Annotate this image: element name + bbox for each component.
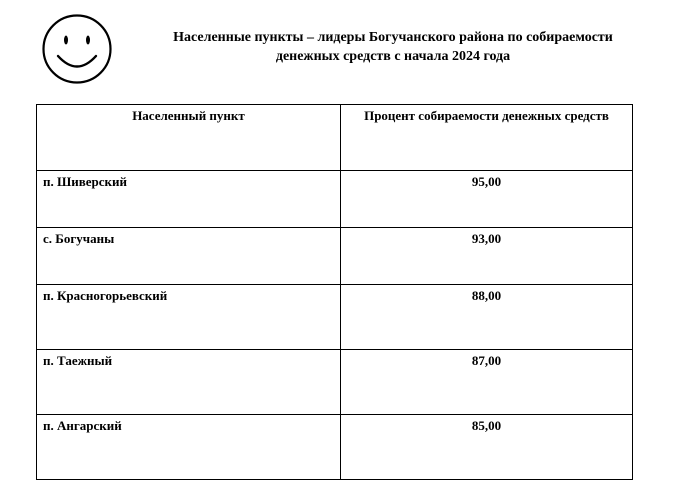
- row-percent: 88,00: [341, 285, 633, 350]
- row-percent: 93,00: [341, 228, 633, 285]
- table-row: [37, 415, 633, 480]
- page-title: [124, 28, 662, 66]
- header-percent: Процент собираемости денежных средств: [341, 105, 633, 171]
- row-city: с. Богучаны: [37, 228, 341, 285]
- table-row: [37, 285, 633, 350]
- row-city: п. Таежный: [37, 350, 341, 415]
- row-percent: 87,00: [341, 350, 633, 415]
- header-city: Населенный пункт: [37, 105, 341, 171]
- table-row: [37, 228, 633, 285]
- table-row: [37, 171, 633, 228]
- row-city: п. Красногорьевский: [37, 285, 341, 350]
- table-row: [37, 350, 633, 415]
- row-city: п. Ангарский: [37, 415, 341, 480]
- smiley-face-icon: [41, 13, 113, 85]
- title-line-1: Населенные пункты – лидеры Богучанского района по собираемости: [173, 30, 613, 45]
- table-header-row: [37, 105, 633, 171]
- row-percent: 95,00: [341, 171, 633, 228]
- row-percent: 85,00: [341, 415, 633, 480]
- collection-table: [36, 104, 633, 480]
- title-line-2: денежных средств с начала 2024 года: [275, 49, 511, 64]
- row-city: п. Шиверский: [37, 171, 341, 228]
